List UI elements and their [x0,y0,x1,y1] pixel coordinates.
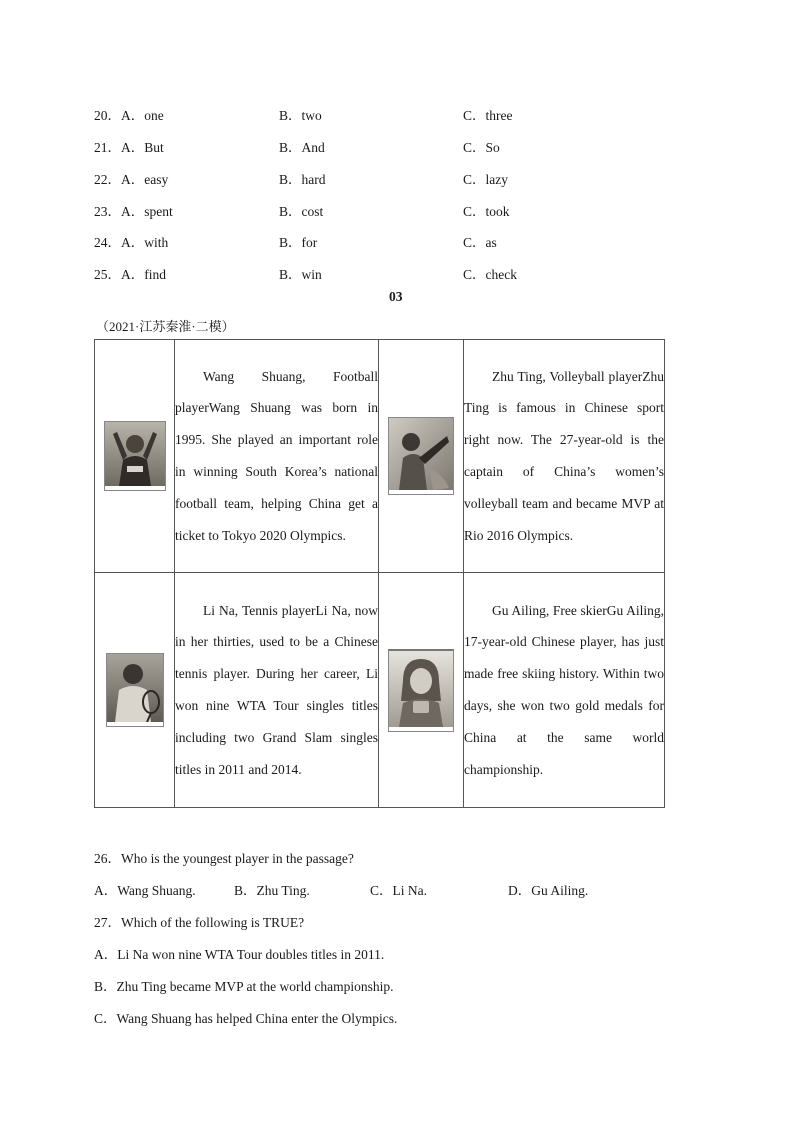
question-number: 20． [94,108,121,123]
option-c: C．three [463,108,513,123]
question-number: 25． [94,267,121,282]
option-a-text: A．spent [121,204,173,219]
players-table [94,339,665,808]
zhu-ting-text: Zhu Ting, Volleyball playerZhu Ting is famous in Chinese sport right now. The 27-year-old is the captain of China’s women’s volleyball team and became MVP at Rio 2016 Olympics. [464,368,664,543]
volleyball-player-photo-icon [388,417,454,495]
option-a [94,168,168,188]
player-description [464,573,665,808]
player-description [464,340,665,573]
q27-option-b: B．Zhu Ting became MVP at the world championship. [94,979,394,994]
option-a [94,200,173,220]
option-a-text: A．with [121,235,169,250]
q26-option-c: C．Li Na. [370,883,427,898]
option-a [94,104,164,124]
question-26-stem: 26．Who is the youngest player in the passage? [94,851,354,866]
q26-option-a: A．Wang Shuang. [94,883,196,898]
option-b: B．for [279,235,318,250]
photo-cell [379,340,464,573]
option-row-20 [94,104,654,124]
football-player-photo-icon [104,421,166,491]
option-c: C．took [463,204,510,219]
table-row [95,340,665,573]
option-b: B．cost [279,204,324,219]
option-b: B．win [279,267,322,282]
option-row-21 [94,136,654,156]
option-a [94,263,166,283]
section-number: 03 [389,289,403,304]
option-row-24 [94,231,654,251]
option-c: C．So [463,140,500,155]
player-description [175,340,379,573]
option-row-22 [94,168,654,188]
option-a [94,231,168,251]
option-b: B．And [279,140,325,155]
option-row-23 [94,200,654,220]
option-a [94,136,164,156]
option-b: B．hard [279,172,326,187]
photo-cell [95,573,175,808]
question-number: 24． [94,235,121,250]
player-description [175,573,379,808]
gu-ailing-text: Gu Ailing, Free skierGu Ailing, 17-year-old Chinese player, has just made free skiing history. Within two days, she won two gold medals for China at the same world championship. [464,602,664,777]
option-b: B．two [279,108,322,123]
question-26-options [94,879,654,899]
photo-cell [379,573,464,808]
q27-option-a: A．Li Na won nine WTA Tour doubles titles in 2011. [94,947,385,962]
table-row [95,573,665,808]
option-a-text: A．find [121,267,166,282]
q26-option-b: B．Zhu Ting. [234,883,310,898]
q27-option-c: C．Wang Shuang has helped China enter the Olympics. [94,1011,398,1026]
question-number: 21． [94,140,121,155]
wang-shuang-text: Wang Shuang, Football playerWang Shuang was born in 1995. She played an important role in winning South Korea’s national football team, helping China get a ticket to Tokyo 2020 Olympics. [175,368,378,543]
option-c: C．lazy [463,172,508,187]
source-label: （2021·江苏秦淮·二模） [96,319,235,334]
option-a-text: A．But [121,140,164,155]
li-na-text: Li Na, Tennis playerLi Na, now in her thirties, used to be a Chinese tennis player. During her career, Li won nine WTA Tour singles titles including two Grand Slam singles titles in 2011 and 2014. [175,602,378,777]
question-number: 23． [94,204,121,219]
question-27-stem: 27．Which of the following is TRUE? [94,915,305,930]
q26-option-d: D．Gu Ailing. [508,883,589,898]
option-a-text: A．easy [121,172,169,187]
photo-cell [95,340,175,573]
skier-photo-icon [388,649,454,732]
option-c: C．as [463,235,497,250]
question-number: 22． [94,172,121,187]
option-c: C．check [463,267,517,282]
option-a-text: A．one [121,108,164,123]
option-row-25 [94,263,654,283]
tennis-player-photo-icon [106,653,164,727]
